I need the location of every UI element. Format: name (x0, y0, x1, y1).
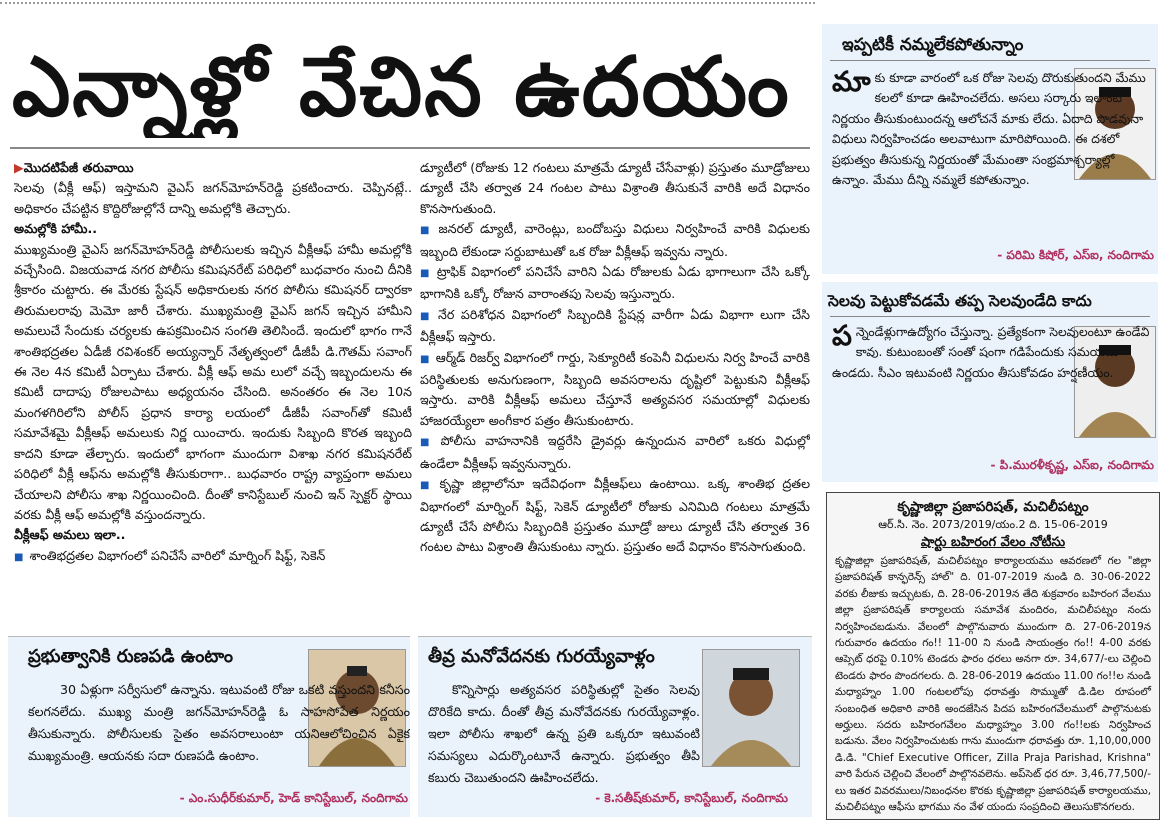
quote-box-2-title: తీవ్ర మనోవేదనకు గురయ్యేవాళ్లం (428, 646, 655, 667)
side-quote-1 (822, 24, 1158, 274)
middle-bullet: ■ ట్రాఫిక్ విభాగంలో పనిచేసే వారిని ఏడు రోజులకు ఏడు భాగాలుగా చేసి ఒక్కో భాగానికి ఒక్కో రోజున వారాంతపు సెలవు ఇస్తున్నారు. (420, 264, 810, 302)
auction-notice (826, 492, 1160, 820)
middle-paragraph-1: డ్యూటీలో (రోజుకు 12 గంటలు మాత్రమే డ్యూటీ చేసేవాళ్లు) ప్రస్తుతం మూడ్రోజులు డ్యూటీ చేసి తర్వాత 24 గంటల పాటు విశ్రాంతి తీసుకునే వారికి అదే విధానం కొనసాగుతుంది. (420, 160, 810, 216)
quote-box-1-text: 30 ఏళ్లుగా సర్వీసులో ఉన్నాను. ఇటువంటి రోజు ఒకటి వస్తుందని కనీసం కలగనలేదు. ముఖ్య మంత్రి జగన్‌మోహన్‌రెడ్డి ఓ సాహసోపేత నిర్ణయం తీసుకున్నారు. పోలీసులకు సైతం అవసరాలుంటా యనిఆలోచించిన ఏకైక ముఖ్యమంత్రి. ఆయనకు సదా రుణపడి ఉంటాం. (28, 682, 410, 763)
middle-bullet: ■ పోలీసు వాహనానికి ఇద్దరేసి డ్రైవర్లు ఉన్నందున వారిలో ఒకరు విధుల్లో ఉండేలా వీక్లీఆఫ్ ఇవ్వనున్నారు. (420, 433, 810, 471)
quote-box-2-text: కొన్నిసార్లు అత్యవసర పరిస్థితుల్లో సైతం సెలవు దొరికేది కాదు. దీంతో తీవ్ర మనోవేదనకు గురయ్యేవాళ్లం. ఇలా పోలీసు శాఖలో ఉన్న ప్రతి ఒక్కరూ ఇటువంటి సమస్యలు ఎదుర్కొంటూనే ఉన్నారు. ప్రభుత్వం తీపి కబురు చెబుతుందని ఊహించలేదు. (428, 682, 700, 785)
left-paragraph-2: ముఖ్యమంత్రి వైఎస్ జగన్‌మోహన్‌రెడ్డి పోలీసులకు ఇచ్చిన వీక్లీఆఫ్ హామీ అమల్లోకి వచ్చేసింది. విజయవాడ నగర పోలీసు కమిషనరేట్ పరిధిలో బుధవారం నుంచి దీనికి శ్రీకారం చుట్టారు. ఈ మేరకు స్టేషన్ అధికారులకు నగర పోలీసు కమిషనర్ ద్వారకా తిరుమలరావు మెమో జారీ చేశారు. ముఖ్యమంత్రి వైఎస్ జగన్ ఇచ్చిన హామీని అమలుచే సేందుకు చర్యలకు ఉపక్రమించిన సంగతి తెలిసిందే. ఇందులో భాగం గానే శాంతిభద్రతల ఏడీజీ రవిశంకర్ అయ్యన్నార్ నేతృత్వంలో డీజీపీ డి.గౌతమ్ సవాంగ్ ఈ నెల 4న కమిటీ ఏర్పాటు చేశారు. వీక్లీ ఆఫ్ అమ లులో వచ్చే ఇబ్బందులను ఈ కమిటీ దాదాపు రోజులపాటు అధ్యయనం చేసింది. అనంతరం ఈ నెల 10న మంగళగిరిలోని పోలీస్ ప్రధాన కార్యా లయంలో డీజీపీ సవాంగ్‌తో కమిటీ సమావేశమై వీక్లీఆఫ్ అమలుకు నిర్ణ యించారు. ఇందుకు సిబ్బంది కొరత ఇబ్బంది కాదని కూడా తేల్చారు. ఇందులో భాగంగా ముందుగా విశాఖ నగర కమిషనరేట్ పరిధిలో వీక్లీ ఆఫ్‌ను అమల్లోకి తీసుకురాగా.. బుధవారం రాష్ట్ర వ్యాప్తంగా అమలు చేయాలని పోలీసు శాఖ నిర్ణయించింది. దీంతో కానిస్టేబుల్ నుంచి ఇన్ స్పెక్టర్ స్థాయి వరకు వీక్లీ ఆఫ్ అమల్లోకి వస్తుందన్నారు. (14, 241, 412, 522)
quote-box-1-signature: - ఎం.సుధీర్‌కుమార్, హెడ్ కానిస్టేబుల్, నందిగామ (179, 791, 408, 805)
notice-reference: ఆర్.సి. నెం. 2073/2019/యం.2 ది. 15-06-2019 (878, 518, 1108, 531)
side-quote-2-title: సెలవు పెట్టుకోవడమే తప్ప సెలవుండేది కాదు (828, 292, 1092, 310)
side-quote-1-text (832, 68, 1152, 250)
side-quote-1-signature: - పరిమి కిషోర్, ఎస్ఐ, నందిగామ (997, 248, 1154, 262)
side-quote-2-dropcap: ప (832, 322, 852, 352)
left-column (14, 158, 412, 634)
side-quote-2 (822, 282, 1158, 482)
side-quote-2-body: న్నెండేళ్లుగాఉద్యోగం చేస్తున్నా. ప్రత్యేకంగా సెలవులంటూ ఉండేవి కావు. కుటుంబంతో సంతో షంగా గడిపేందుకు సమయమే ఉండదు. సీఎం ఇటువంటి నిర్ణయం తీసుకోవడం హర్షణీయం. (832, 325, 1150, 380)
middle-bullet: ■ ఆర్మ్‌డ్ రిజర్వ్ విభాగంలో గార్డు, సెక్యూరిటీ కంపెనీ విధులను నిర్వ హించే వారికి పరిస్థితులకు అనుగుణంగా, సిబ్బంది అవసరాలను దృష్టిలో పెట్టుకుని వీక్లీఆఫ్ ఇస్తారు. వారికి వీక్లీఆఫ్ అమలు చేస్తూనే అత్యవసర సమయాల్లో విధులకు హాజరయ్యేలా అంగీకార పత్రం తీసుకుంటారు. (420, 349, 810, 428)
quote-box-2 (418, 636, 812, 817)
middle-column (420, 158, 810, 634)
middle-bullet: ■ నేర పరిశోధన విభాగంలో సిబ్బందికి స్టేషన్ల వారీగా ఏడు విభాగా లుగా చేసి వీక్లీఆఫ్ ఇస్తారు. (420, 306, 810, 345)
arrow-icon: ▶ (14, 160, 24, 175)
middle-bullet: ■ జనరల్ డ్యూటీ, వారెంట్లు, బందోబస్తు విధులు నిర్వహించే వారికి విధులకు ఇబ్బంది లేకుండా సర్దుబాటుతో ఒక రోజు వీక్లీఆఫ్ ఇవ్వను న్నారు. (420, 221, 810, 259)
top-border (0, 2, 815, 4)
side-quote-1-dropcap: మా (832, 68, 871, 98)
left-paragraph-3: ■ శాంతిభద్రతల విభాగంలో పనిచేసే వారిలో మార్నింగ్ షిఫ్ట్, సెకెన్ (14, 547, 326, 563)
bullet-icon: ■ (420, 268, 431, 280)
portrait-photo (702, 649, 800, 767)
subheading-implementation: అమల్లోకి హామీ.. (14, 221, 98, 237)
bullet-icon: ■ (420, 225, 433, 237)
quote-box-1 (8, 636, 410, 817)
left-paragraph-1: సెలవు (వీక్లీ ఆఫ్) ఇస్తామని వైఎస్ జగన్‌మోహన్‌రెడ్డి ప్రకటించారు. చెప్పినట్లే.. అధికారం చేపట్టిన కొద్దిరోజుల్లోనే దాన్ని అమల్లోకి తెచ్చారు. (14, 180, 412, 216)
side-quote-1-title: ఇప్పటికీ నమ్మలేకపోతున్నాం (842, 35, 1024, 55)
side-divider (830, 316, 1150, 317)
bullet-icon: ■ (420, 437, 435, 449)
bullet-icon: ■ (14, 551, 24, 563)
bullet-icon: ■ (420, 310, 433, 322)
headline-divider (10, 147, 810, 149)
page-headline: ఎన్నాళ్లో వేచిన ఉదయం (12, 40, 791, 135)
notice-heading: షార్టు బహిరంగ వేలం నోటీసు (920, 535, 1066, 550)
quote-box-2-signature: - కె.సతీష్‌కుమార్, కానిస్టేబుల్, నందిగామ (595, 791, 788, 805)
side-quote-2-text (832, 322, 1152, 462)
bullet-icon: ■ (420, 353, 430, 365)
middle-bullet: ■ కృష్ణా జిల్లాలోనూ ఇదేవిధంగా వీక్లీఆఫ్‌లు ఉంటాయి. ఒక్క శాంతిభ ద్రతల విభాగంలో మార్నింగ్ షిఫ్ట్, సెకెన్ డ్యూటీలో రోజుకు ఎనిమిది గంటలు మాత్రమే డ్యూటీ చేసే పోలీసు సిబ్బందికి ప్రస్తుతం మూడ్రో జులు డ్యూటీ చేసి తర్వాత 36 గంటల పాటు విశ్రాంతి తీసుకుంటు న్నారు. ప్రస్తుతం అదే విధానం కొనసాగుతుంది. (420, 476, 810, 555)
side-divider (830, 60, 1150, 61)
continued-label: ▶మొదటిపేజీ తరువాయి (14, 160, 134, 175)
quote-box-1-title: ప్రభుత్వానికి రుణపడి ఉంటాం (28, 646, 233, 667)
bullet-icon: ■ (420, 480, 434, 492)
person-icon (703, 650, 799, 766)
notice-org: కృష్ణాజిల్లా ప్రజాపరిషత్, మచిలీపట్నం (897, 499, 1089, 515)
side-quote-2-signature: - పి.మురళీకృష్ణ, ఎస్ఐ, నందిగామ (990, 458, 1154, 472)
side-quote-1-body: కు కూడా వారంలో ఒక రోజు సెలవు దొరుకుతుందని మేము కలలో కూడా ఊహించలేదు. అసలు సర్కారు ఇలాంటి నిర్ణయం తీసుకుంటుందన్న ఆలోచనే మాకు లేదు. ఏదాది పొడవునా విధులు నిర్వహించడం అలవాటుగా మారిపోయింది. ఈ దశలో ప్రభుత్వం తీసుకున్న నిర్ణయంతో మేమంతా సంభ్రమాశ్చర్యాల్లో ఉన్నాం. మేము దీన్ని నమ్మలే కపోతున్నాం. (832, 71, 1146, 188)
subheading-weekly-off: వీక్లీఆఫ్ అమలు ఇలా.. (14, 527, 126, 543)
notice-body: కృష్ణాజిల్లా ప్రజాపరిషత్, మచిలీపట్నం కార్యాలయము ఆవరణలో గల "జిల్లా ప్రజాపరిషత్ కాన్ఫరెన్స్ హాల్" ది. 01-07-2019 నుండి ది. 30-06-2022 వరకు లీజుకు ఇచ్చుటకు, ది. 28-06-2019న తేది శుక్రవారం బహిరంగ వేలము జిల్లా ప్రజాపరిషత్ కార్యాలయ సమావేశ మందిరం, మచిలీపట్నం నందు నిర్వహించబడును. వేలంలో పాల్గొనువారు ముందుగా ది. 27-06-2019న గురువారం ఉదయం గం!! 11-00 ని నుండి సాయంత్రం గం!! 4-00 వరకు ఆప్సెట్ ధరపై 0.10% టెండరు ఫారం ధరలు అనగా రూ. 34,677/-లు చెల్లించి టెండరు ఫారం పొందగలరు. ది. 28-06-2019 ఉదయం 11.00 గం!!ల నుండి మధ్యాహ్నం 1.00 గంటలలోపు ధరావత్తు సొమ్ముతో డి.డిల రూపంలో సంబంధిత అధికారి వారికి అందజేసిన పిదప బహిరంగవేలములో పాల్గొనుటకు అర్హులు. సదరు బహిరంగవేలం మధ్యాహ్నం 3.00 గం!!లకు నిర్వహించ బడును. వేలం నిర్వహించుటకు గాను ముందుగా ధరావత్తు రూ. 1,10,00,000 డి.డి. "Chief Executive Officer, Zilla Praja Parishad, Krishna" వారి పేరున చెల్లించి వేలంలో పాల్గొనవలెను. అప్‌సెట్ ధర రూ. 3,46,77,500/-లు ఇతర వివరములు/నిబంధనల కొరకు కృష్ణాజిల్లా ప్రజాపరిషత్ కార్యాలయము, మచిలీపట్నం ఆఫీసు భాగము నం వేళ యందు సంప్రదించి తెలుసుకొనగలరు. (835, 555, 1151, 814)
